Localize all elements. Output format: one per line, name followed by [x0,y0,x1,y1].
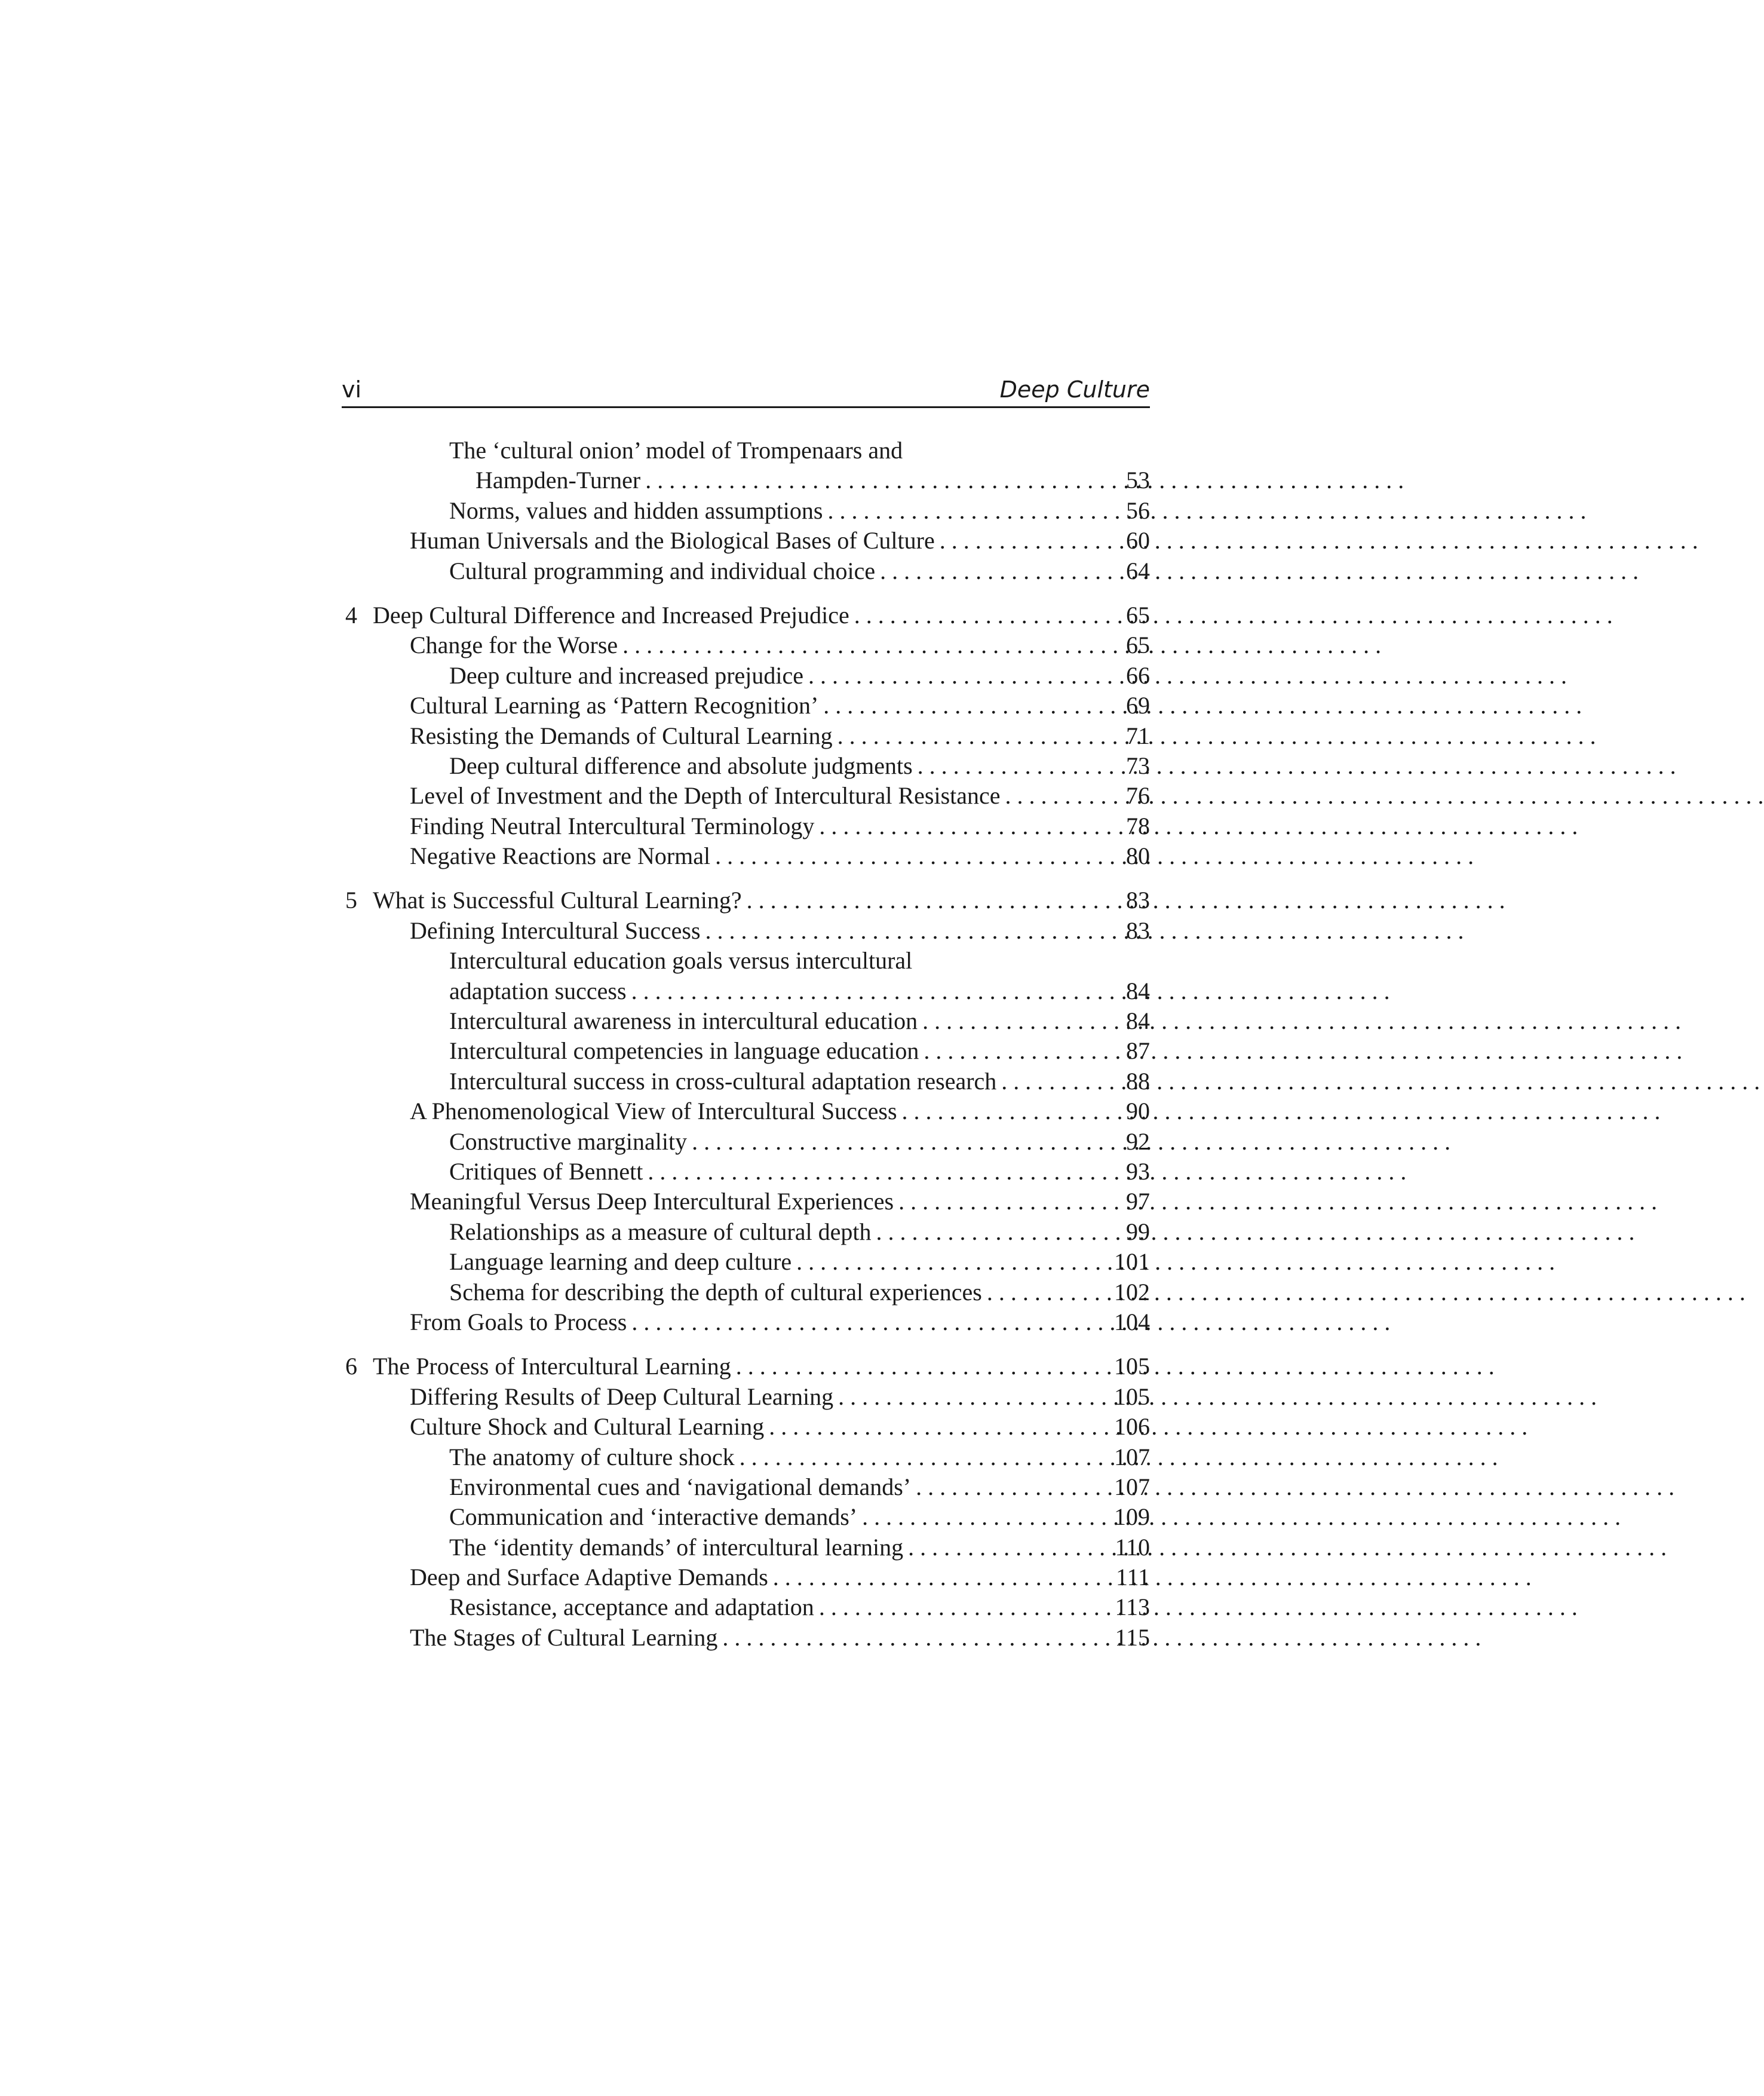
toc-page-number: 105 [1114,1383,1150,1410]
toc-entry [449,1127,1150,1157]
dot-leader [922,1006,1115,1036]
toc-entry [449,1472,1150,1502]
toc-entry-title: The ‘cultural onion’ model of Trompenaars and [449,437,903,464]
toc-entry [373,885,1150,915]
toc-entry-title: Meaningful Versus Deep Intercultural Experiences [410,1188,894,1215]
toc-page-number: 107 [1114,1473,1150,1500]
toc-entry-row [345,1533,1150,1562]
toc-entry-row [345,916,1150,946]
toc-entry-row [345,661,1150,691]
toc-entry-row [345,436,1150,465]
toc-entry [449,1502,1150,1532]
toc-entry-row [345,630,1150,660]
toc-entry-title: Cultural programming and individual choice [449,557,876,584]
dot-leader [819,1592,1108,1622]
dot-leader [796,1247,1107,1277]
toc-entry-title: Differing Results of Deep Cultural Learning [410,1383,834,1410]
toc-entry [410,721,1150,751]
toc-entry [410,1623,1150,1653]
toc-page-number: 106 [1114,1413,1150,1441]
toc-page-number: 76 [1126,782,1150,810]
toc-entry-row [345,1036,1150,1066]
dot-leader [631,976,1115,1006]
toc-entry-row [345,811,1150,841]
dot-leader [837,721,1115,751]
toc-chapter-row [345,1352,1150,1381]
toc-page-number: 97 [1126,1188,1150,1215]
toc-page-number: 83 [1126,887,1150,914]
toc-entry-row [345,841,1150,871]
toc-page-number: 84 [1126,1007,1150,1035]
toc-page-number: 66 [1126,661,1150,689]
toc-page-number: 110 [1115,1533,1150,1561]
toc-entry-row [345,946,1150,976]
toc-entry-title: Communication and ‘interactive demands’ [449,1503,858,1531]
dot-leader [862,1502,1107,1532]
toc-page-number: 92 [1126,1127,1150,1155]
chapter-number: 4 [345,601,357,629]
toc-entry-title: Resisting the Demands of Cultural Learning [410,722,833,749]
dot-leader [692,1127,1115,1157]
dot-leader [828,496,1116,526]
toc-entry [410,841,1150,871]
toc-entry-title: Intercultural education goals versus intercultural [449,947,913,975]
dot-leader [940,526,1115,556]
toc-page-number: 64 [1126,557,1150,584]
toc-page-number: 88 [1126,1067,1150,1095]
running-head-title: Deep Culture [999,376,1150,403]
toc-entry [373,1352,1150,1381]
table-of-contents [345,436,1150,1653]
running-head [342,375,1150,408]
toc-entry-title: Deep culture and increased prejudice [449,661,804,689]
toc-entry-row [345,1006,1150,1036]
toc-entry [410,691,1150,721]
toc-entry-row [345,1067,1150,1096]
dot-leader [823,691,1115,721]
dot-leader [705,916,1115,946]
toc-entry-title: Norms, values and hidden assumptions [449,497,823,524]
toc-entry-row [345,751,1150,781]
toc-entry-title: Culture Shock and Cultural Learning [410,1413,765,1441]
toc-entry [410,1096,1150,1126]
dot-leader [622,630,1115,660]
toc-page-number: 90 [1126,1098,1150,1125]
dot-leader [987,1277,1107,1307]
toc-page-number: 99 [1126,1218,1150,1245]
dot-leader [648,1157,1115,1187]
toc-entry-title: Intercultural competencies in language education [449,1037,919,1065]
dot-leader [854,600,1115,630]
toc-entry-row [345,1277,1150,1307]
toc-entry-row [345,526,1150,556]
toc-page-number: 69 [1126,692,1150,719]
toc-entry-title: Level of Investment and the Depth of Intercultural Resistance [410,782,1001,810]
toc-entry-title: Intercultural success in cross-cultural adaptation research [449,1067,997,1095]
toc-page-number: 101 [1114,1248,1150,1276]
toc-entry-row [345,1412,1150,1442]
toc-page-number: 65 [1126,632,1150,659]
toc-page-number: 102 [1114,1278,1150,1306]
toc-page-number: 115 [1115,1623,1150,1651]
dot-leader [916,1472,1107,1502]
toc-chapter-row [345,600,1150,630]
toc-entry [449,1006,1150,1036]
toc-entry [449,1442,1150,1472]
toc-page-number: 65 [1126,601,1150,629]
toc-chapter-row [345,885,1150,915]
toc-entry [449,751,1150,781]
toc-entry-title: Change for the Worse [410,632,618,659]
toc-entry-row [345,1307,1150,1337]
toc-entry-title: Resistance, acceptance and adaptation [449,1594,814,1621]
dot-leader [631,1307,1107,1337]
toc-page-number: 78 [1126,812,1150,839]
toc-entry-title: Finding Neutral Intercultural Terminology [410,812,815,839]
toc-entry [449,946,1150,976]
dot-leader [838,1382,1107,1412]
toc-page-number: 73 [1126,752,1150,779]
toc-entry [410,1187,1150,1216]
toc-entry-row [345,1247,1150,1277]
chapter-number: 5 [345,887,357,914]
toc-entry-row [345,1562,1150,1592]
toc-page-number: 84 [1126,977,1150,1004]
toc-entry [410,781,1150,811]
dot-leader [715,841,1115,871]
toc-entry [449,661,1150,691]
toc-entry [410,526,1150,556]
toc-entry-title: From Goals to Process [410,1308,627,1335]
toc-page-number: 113 [1115,1594,1150,1621]
toc-entry-title: Constructive marginality [449,1127,688,1155]
dot-leader [773,1562,1109,1592]
toc-entry [449,1036,1150,1066]
toc-entry-title: Deep Cultural Difference and Increased Prejudice [373,601,849,629]
dot-leader [722,1623,1108,1653]
toc-page-number: 56 [1126,497,1150,524]
toc-entry-title: The Process of Intercultural Learning [373,1353,731,1380]
toc-entry-row [345,976,1150,1006]
toc-entry [449,1157,1150,1187]
toc-entry [449,976,1150,1006]
dot-leader [1005,781,1115,811]
dot-leader [819,811,1115,841]
toc-page-number: 111 [1115,1564,1150,1591]
toc-entry [410,811,1150,841]
dot-leader [736,1352,1107,1381]
toc-entry-title: What is Successful Cultural Learning? [373,887,742,914]
toc-entry [449,1592,1150,1622]
toc-entry-title: Defining Intercultural Success [410,917,701,944]
toc-entry-title: The Stages of Cultural Learning [410,1623,718,1651]
dot-leader [740,1442,1107,1472]
toc-page-number: 107 [1114,1443,1150,1470]
toc-entry-title: adaptation success [449,977,627,1004]
toc-entry [449,1277,1150,1307]
toc-entry [410,1307,1150,1337]
dot-leader [769,1412,1107,1442]
toc-entry-row [345,781,1150,811]
toc-entry [449,1247,1150,1277]
dot-leader [898,1187,1115,1216]
toc-entry [410,1412,1150,1442]
toc-page-number: 60 [1126,527,1150,554]
toc-entry [475,465,1150,495]
toc-page-number: 80 [1126,842,1150,870]
toc-page-number: 83 [1126,917,1150,944]
toc-entry-row [345,496,1150,526]
toc-entry-row [345,465,1150,495]
dot-leader [645,465,1115,495]
toc-entry-title: Relationships as a measure of cultural depth [449,1218,872,1245]
toc-entry [410,916,1150,946]
toc-page-number: 109 [1114,1503,1150,1531]
toc-entry-row [345,1157,1150,1187]
toc-entry-row [345,1442,1150,1472]
toc-entry-row [345,1382,1150,1412]
toc-entry-row [345,1127,1150,1157]
toc-entry-row [345,1502,1150,1532]
toc-entry [410,1562,1150,1592]
toc-entry-title: Environmental cues and ‘navigational demands’ [449,1473,912,1500]
toc-page-number: 53 [1126,467,1150,494]
toc-entry-row [345,1217,1150,1247]
toc-entry-title: Language learning and deep culture [449,1248,792,1276]
toc-page-number: 93 [1126,1157,1150,1185]
toc-page-number: 71 [1126,722,1150,749]
toc-entry-row [345,1623,1150,1653]
dot-leader [876,1217,1115,1247]
toc-entry-row [345,1187,1150,1216]
toc-entry-title: Hampden-Turner [475,467,641,494]
toc-entry [410,1382,1150,1412]
toc-entry [449,556,1150,586]
toc-entry-title: Deep cultural difference and absolute judgments [449,752,913,779]
toc-entry [449,1067,1150,1096]
toc-entry [449,496,1150,526]
toc-page-number: 105 [1114,1353,1150,1380]
chapter-number: 6 [345,1353,357,1380]
toc-entry-title: The anatomy of culture shock [449,1443,735,1470]
toc-entry-title: Intercultural awareness in intercultural education [449,1007,918,1035]
toc-entry-row [345,1472,1150,1502]
toc-entry [449,1533,1150,1562]
toc-entry-row [345,556,1150,586]
toc-entry [449,436,1150,465]
toc-entry-title: Schema for describing the depth of cultural experiences [449,1278,982,1306]
page-folio: vi [342,376,362,403]
toc-entry-title: Deep and Surface Adaptive Demands [410,1564,768,1591]
toc-entry-title: Critiques of Bennett [449,1157,643,1185]
toc-entry-title: Cultural Learning as ‘Pattern Recognition’ [410,692,819,719]
toc-entry-row [345,721,1150,751]
toc-entry [449,1217,1150,1247]
toc-entry-title: Negative Reactions are Normal [410,842,711,870]
dot-leader [902,1096,1115,1126]
toc-entry [410,630,1150,660]
dot-leader [918,751,1115,781]
dot-leader [880,556,1115,586]
dot-leader [924,1036,1115,1066]
toc-page-number: 104 [1114,1308,1150,1335]
toc-entry-row [345,691,1150,721]
dot-leader [908,1533,1108,1562]
dot-leader [1001,1067,1115,1096]
toc-entry [373,600,1150,630]
dot-leader [747,885,1115,915]
toc-entry-row [345,1096,1150,1126]
toc-page-number: 87 [1126,1037,1150,1065]
toc-entry-row [345,1592,1150,1622]
dot-leader [808,661,1115,691]
toc-entry-title: A Phenomenological View of Intercultural Success [410,1098,897,1125]
toc-entry-title: The ‘identity demands’ of intercultural learning [449,1533,904,1561]
toc-entry-title: Human Universals and the Biological Bases of Culture [410,527,935,554]
